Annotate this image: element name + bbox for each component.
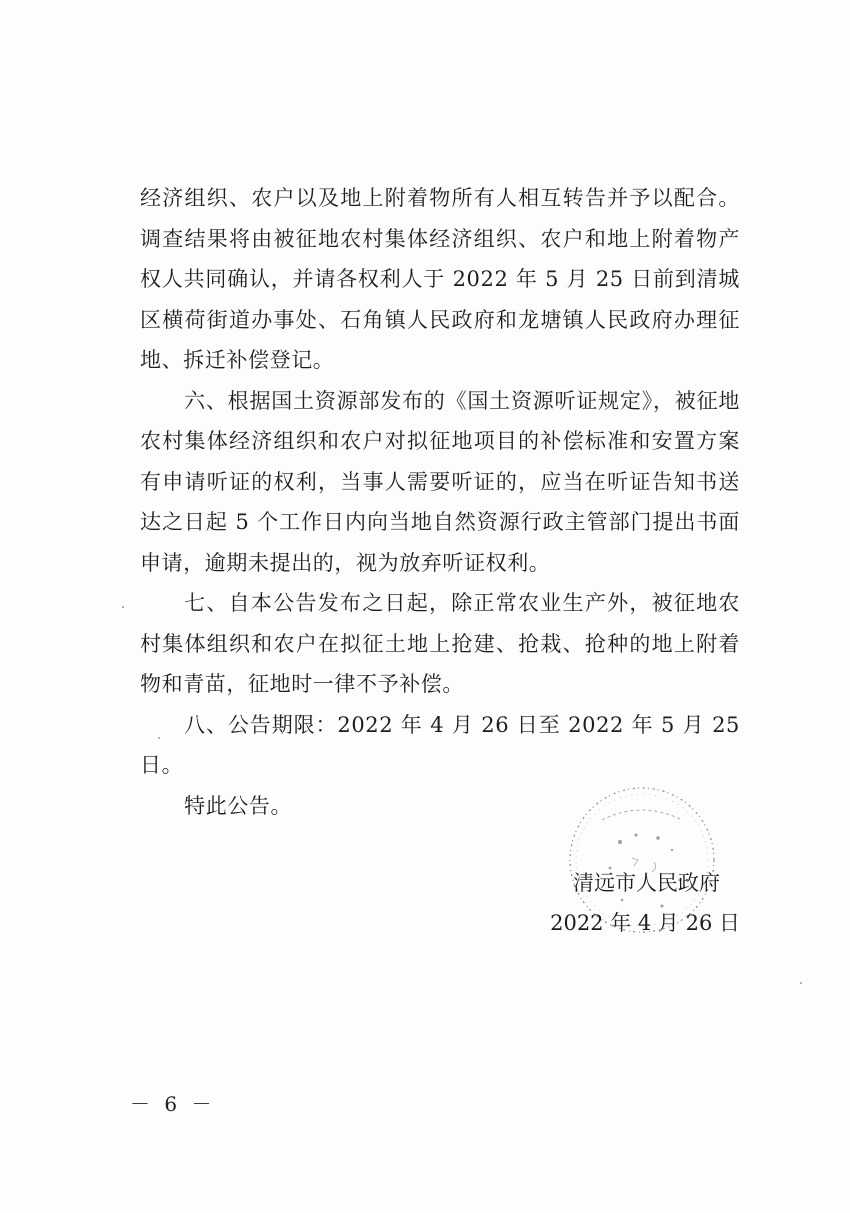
paragraph-seven: 七、自本公告发布之日起，除正常农业生产外，被征地农村集体组织和农户在拟征土地上抢建、抢栽、抢种的地上附着物和青苗，征地时一律不予补偿。 bbox=[140, 591, 740, 696]
scan-speck bbox=[122, 606, 124, 608]
scan-speck bbox=[800, 982, 802, 984]
paragraph-continuation: 经济组织、农户以及地上附着物所有人相互转告并予以配合。调查结果将由被征地农村集体经济组织、农户和地上附着物产权人共同确认，并请各权利人于 2022 年 5 月 25 日前到清城区横荷街道办事处、石角镇人民政府和龙塘镇人民政府办理征地、拆迁补偿登记。 bbox=[140, 186, 740, 372]
page-number: － 6 － bbox=[130, 1092, 216, 1116]
scan-speck bbox=[158, 737, 160, 739]
document-body bbox=[140, 178, 740, 826]
paragraph-eight: 八、公告期限：2022 年 4 月 26 日至 2022 年 5 月 25 日。 bbox=[140, 712, 740, 777]
issue-date: 2022 年 4 月 26 日 bbox=[550, 911, 740, 935]
paragraph-six: 六、根据国土资源部发布的《国土资源听证规定》，被征地农村集体经济组织和农户对拟征地项目的补偿标准和安置方案有申请听证的权利，当事人需要听证的，应当在听证告知书送达之日起 5 个工作日内向当地自然资源行政主管部门提出书面申请，逾期未提出的，视为放弃听证权利。 bbox=[140, 388, 740, 575]
issuing-organization: 清远市人民政府 bbox=[573, 871, 720, 895]
closing-statement: 特此公告。 bbox=[184, 793, 293, 818]
